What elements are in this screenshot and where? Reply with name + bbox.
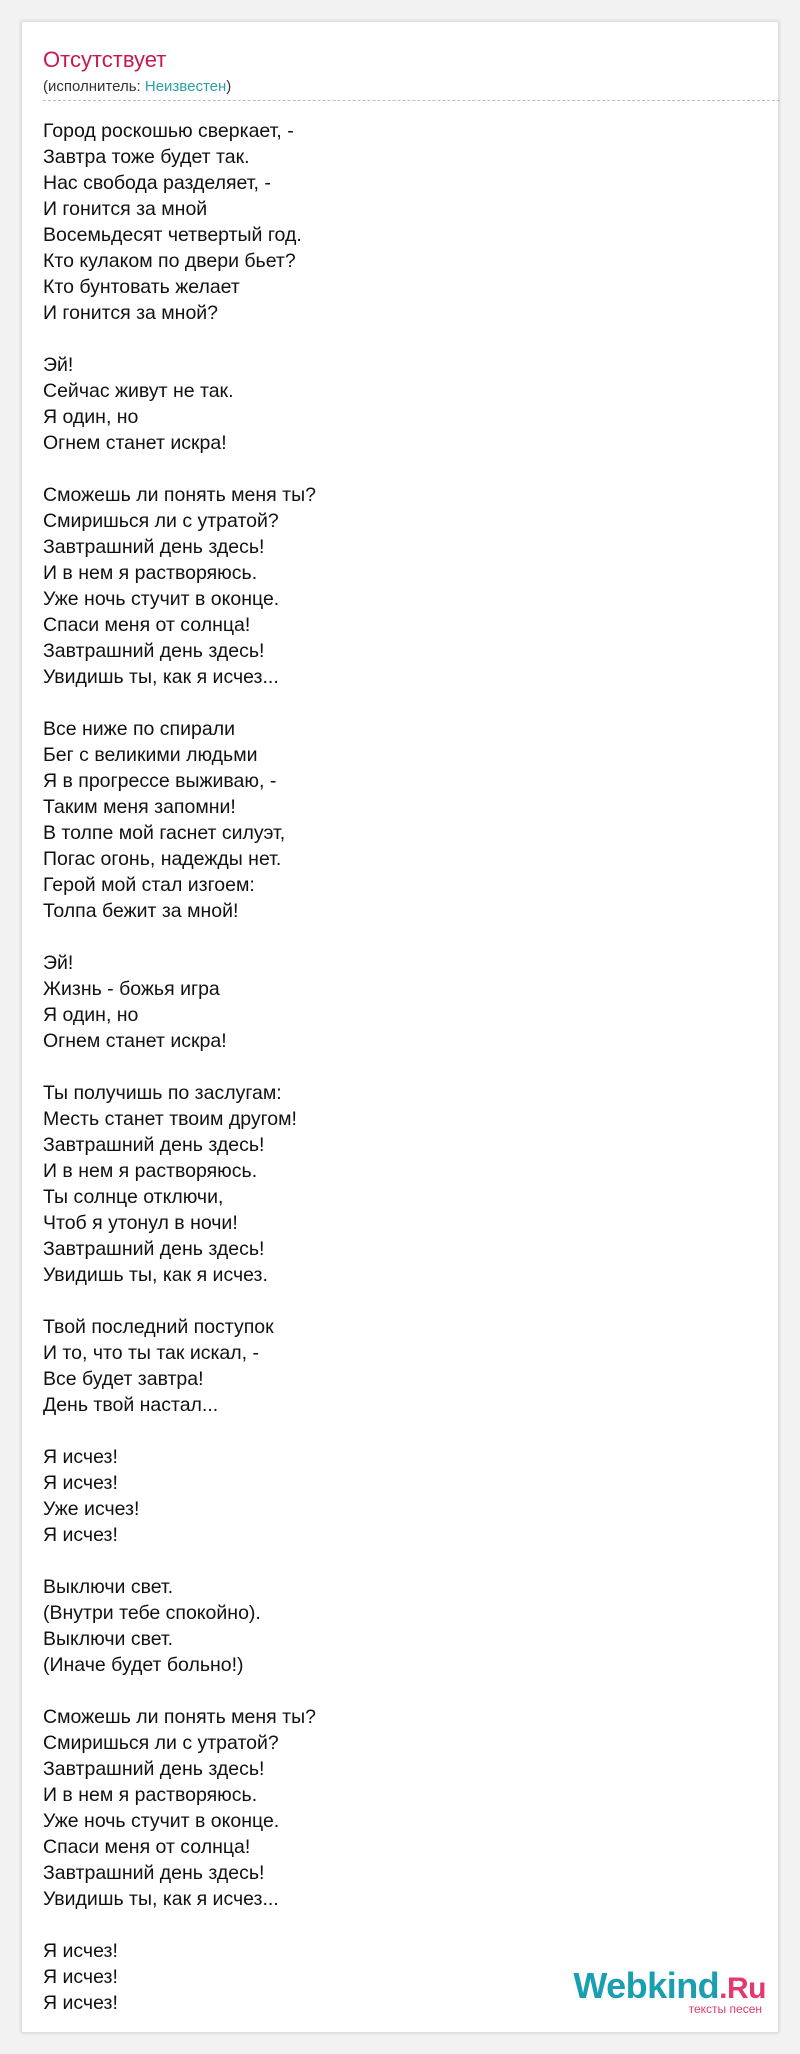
lyric-line: Эй! xyxy=(43,952,74,974)
lyric-line: И в нем я растворяюсь. xyxy=(43,1160,258,1182)
artist-line xyxy=(43,76,231,98)
lyric-line: Таким меня запомни! xyxy=(43,796,236,818)
lyric-line: Месть станет твоим другом! xyxy=(43,1108,297,1130)
lyric-line: Жизнь - божья игра xyxy=(43,978,220,1000)
lyric-line xyxy=(43,1912,316,1938)
lyric-line: Я исчез! xyxy=(43,1446,118,1468)
lyric-line: Сейчас живут не так. xyxy=(43,380,234,402)
lyric-line: Смиришься ли с утратой? xyxy=(43,1732,279,1754)
lyric-line: Я один, но xyxy=(43,1004,139,1026)
lyric-line: Завтрашний день здесь! xyxy=(43,1862,265,1884)
lyric-line: Завтра тоже будет так. xyxy=(43,146,250,168)
lyric-line: Погас огонь, надежды нет. xyxy=(43,848,282,870)
artist-link[interactable]: Неизвестен xyxy=(144,78,227,95)
lyric-line: Нас свобода разделяет, - xyxy=(43,172,271,194)
lyric-line: Я исчез! xyxy=(43,1472,118,1494)
lyric-line: Толпа бежит за мной! xyxy=(43,900,239,922)
logo-tagline: тексты песен xyxy=(688,2002,762,2016)
lyric-line xyxy=(43,1418,316,1444)
lyric-line: Город роскошью сверкает, - xyxy=(43,120,294,142)
lyric-line: Кто бунтовать желает xyxy=(43,276,240,298)
lyric-line: Твой последний поступок xyxy=(43,1316,274,1338)
lyric-line: Я в прогрессе выживаю, - xyxy=(43,770,277,792)
lyric-line: Увидишь ты, как я исчез... xyxy=(43,1888,279,1910)
lyric-line: И в нем я растворяюсь. xyxy=(43,562,258,584)
lyric-line xyxy=(43,924,316,950)
lyric-line: Ты солнце отключи, xyxy=(43,1186,224,1208)
logo-tld: .Ru xyxy=(719,1972,766,2005)
lyric-line: И гонится за мной xyxy=(43,198,208,220)
lyric-line: Все ниже по спирали xyxy=(43,718,235,740)
lyric-line: Выключи свет. xyxy=(43,1628,174,1650)
lyric-line: Кто кулаком по двери бьет? xyxy=(43,250,296,272)
lyric-line: Эй! xyxy=(43,354,74,376)
lyric-line xyxy=(43,1288,316,1314)
lyrics-text xyxy=(43,118,316,2016)
lyric-line: Выключи свет. xyxy=(43,1576,174,1598)
lyric-line xyxy=(43,1678,316,1704)
lyric-line xyxy=(43,1548,316,1574)
lyric-line: Увидишь ты, как я исчез. xyxy=(43,1264,268,1286)
artist-prefix: (исполнитель: xyxy=(43,78,145,95)
lyric-line: Завтрашний день здесь! xyxy=(43,1758,265,1780)
lyric-line: И то, что ты так искал, - xyxy=(43,1342,259,1364)
lyric-line: И гонится за мной? xyxy=(43,302,219,324)
lyric-line: Все будет завтра! xyxy=(43,1368,204,1390)
lyric-line xyxy=(43,326,316,352)
lyric-line: Сможешь ли понять меня ты? xyxy=(43,484,316,506)
lyric-line: Огнем станет искра! xyxy=(43,432,227,454)
lyric-line: (Внутри тебе спокойно). xyxy=(43,1602,261,1624)
lyric-line: День твой настал... xyxy=(43,1394,219,1416)
lyric-line: Завтрашний день здесь! xyxy=(43,640,265,662)
webkind-logo xyxy=(573,1967,766,2016)
lyric-line: Я исчез! xyxy=(43,1992,118,2014)
song-title: Отсутствует xyxy=(43,47,167,72)
lyric-line xyxy=(43,690,316,716)
lyric-line: Я один, но xyxy=(43,406,139,428)
lyric-line: Завтрашний день здесь! xyxy=(43,1134,265,1156)
lyric-line: Смиришься ли с утратой? xyxy=(43,510,279,532)
artist-suffix: ) xyxy=(226,78,232,95)
lyric-line: (Иначе будет больно!) xyxy=(43,1654,244,1676)
lyric-line: Сможешь ли понять меня ты? xyxy=(43,1706,316,1728)
lyric-line: Уже ночь стучит в оконце. xyxy=(43,1810,280,1832)
lyric-line: Спаси меня от солнца! xyxy=(43,1836,251,1858)
lyrics-card xyxy=(21,21,779,2033)
lyric-line: Бег с великими людьми xyxy=(43,744,258,766)
lyric-line: Уже исчез! xyxy=(43,1498,140,1520)
lyric-line: И в нем я растворяюсь. xyxy=(43,1784,258,1806)
lyric-line: Завтрашний день здесь! xyxy=(43,536,265,558)
lyric-line: Я исчез! xyxy=(43,1940,118,1962)
lyric-line: Огнем станет искра! xyxy=(43,1030,227,1052)
lyric-line: Увидишь ты, как я исчез... xyxy=(43,666,279,688)
lyric-line: Герой мой стал изгоем: xyxy=(43,874,255,896)
lyric-line: Уже ночь стучит в оконце. xyxy=(43,588,280,610)
lyric-line xyxy=(43,456,316,482)
lyric-line xyxy=(43,1054,316,1080)
lyric-line: Спаси меня от солнца! xyxy=(43,614,251,636)
lyric-line: Я исчез! xyxy=(43,1966,118,1988)
lyric-line: Ты получишь по заслугам: xyxy=(43,1082,282,1104)
header-divider xyxy=(43,100,780,101)
logo-brand: Webkind xyxy=(573,1965,720,2006)
lyric-line: Восемьдесят четвертый год. xyxy=(43,224,302,246)
lyric-line: Завтрашний день здесь! xyxy=(43,1238,265,1260)
lyric-line: Чтоб я утонул в ночи! xyxy=(43,1212,238,1234)
lyric-line: В толпе мой гаснет силуэт, xyxy=(43,822,286,844)
lyric-line: Я исчез! xyxy=(43,1524,118,1546)
